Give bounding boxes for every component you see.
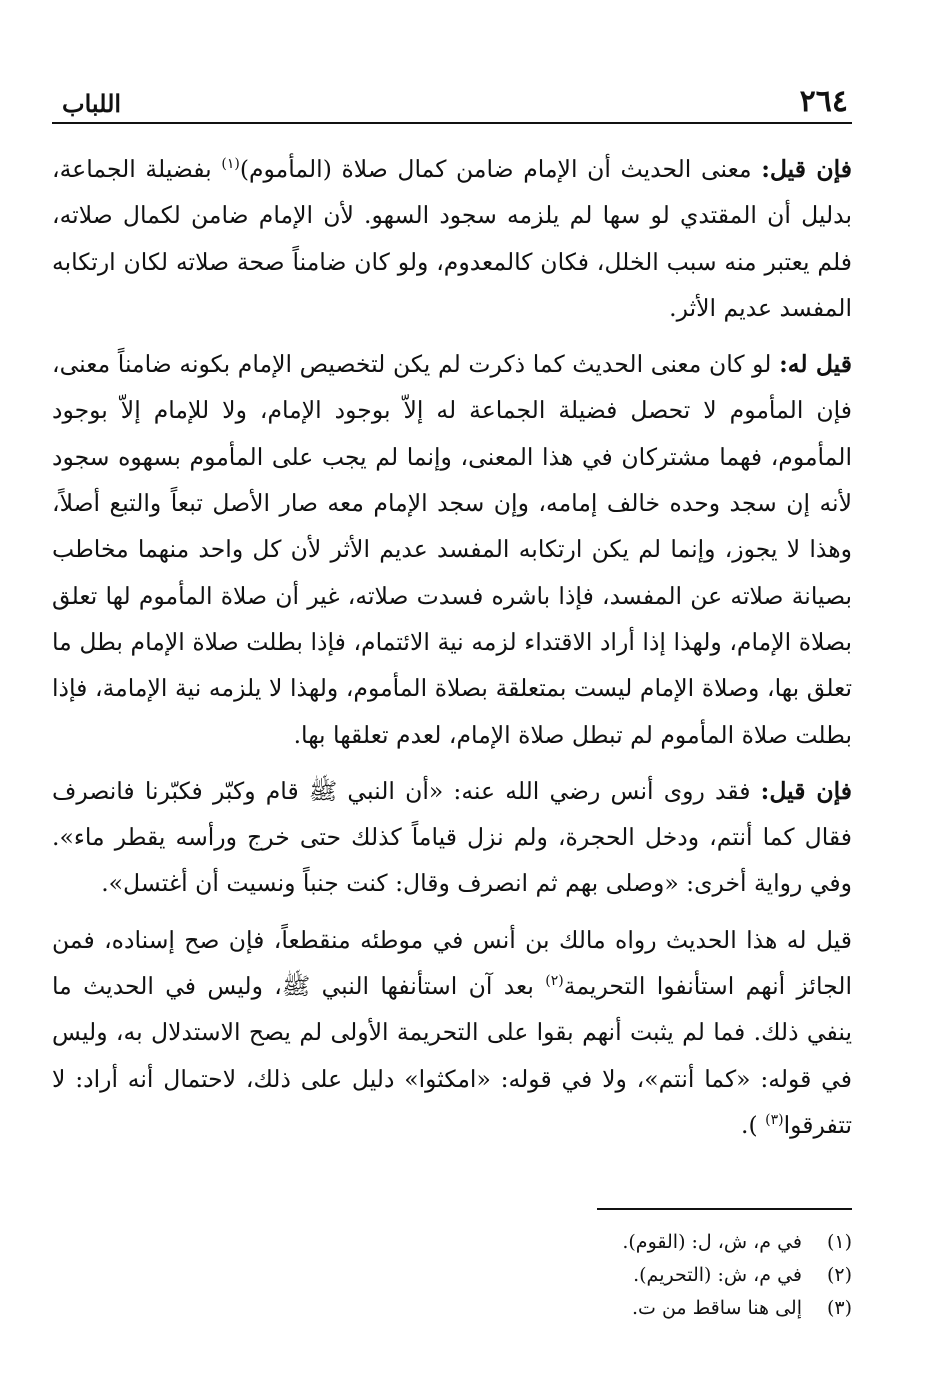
book-page bbox=[52, 78, 852, 1368]
paragraph-lead: فإن قيل: bbox=[761, 155, 852, 183]
footnote-number: (٣) bbox=[826, 1296, 852, 1319]
paragraph-reply-2 bbox=[52, 917, 852, 1148]
footnotes bbox=[52, 1208, 852, 1325]
running-head bbox=[52, 78, 852, 126]
header-rule bbox=[52, 122, 852, 124]
paragraph-reply-1 bbox=[52, 341, 852, 758]
paragraph-text: لو كان معنى الحديث كما ذكرت لم يكن لتخصيص الإمام بكونه ضامناً معنى، فإن المأموم لا تحصل فضيلة الجماعة له إلاّ بوجود الإمام، ولا للإمام إلاّ بوجود المأموم، فهما مشتركان في هذا المعنى، وإنما لم يجب على المأموم بسهوه سجود لأنه إن سجد وحده خالف إمامه، وإن سجد الإمام معه صار الأصل تبعاً والتبع أصلاً، وهذا لا يجوز، وإنما لم يكن ارتكابه المفسد عديم الأثر لأن كل واحد منهما مخاطب بصيانة صلاته عن المفسد، فإذا باشره فسدت صلاته، غير أن صلاة المأموم لها تعلق بصلاة الإمام، ولهذا إذا أراد الاقتداء لزمه نية الائتمام، فإذا بطلت صلاة الإمام بطل ما تعلق بها، وصلاة الإمام ليست بمتعلقة بصلاة المأموم، ولهذا لا يلزمه نية الإمامة، فإذا بطلت صلاة المأموم لم تبطل صلاة الإمام، لعدم تعلقها بها. bbox=[52, 350, 852, 749]
footnote-number: (١) bbox=[826, 1230, 852, 1253]
book-title: اللباب bbox=[62, 89, 122, 118]
paragraph-text: فقد روى أنس رضي الله عنه: «أن النبي ﷺ قام وكبّر فكبّرنا فانصرف فقال كما أنتم، ودخل الحجرة، ولم نزل قياماً كذلك حتى خرج ورأسه يقطر ماء». وفي رواية أخرى: «وصلى بهم ثم انصرف وقال: كنت جنباً ونسيت أن أغتسل». bbox=[52, 776, 852, 898]
footnote-text: في م، ش: (التحريم). bbox=[633, 1263, 802, 1286]
paragraph-text: قيل له هذا الحديث رواه مالك بن أنس في موطئه منقطعاً، فإن صح إسناده، فمن الجائز أنهم استأنفوا التحريمة bbox=[52, 925, 852, 1001]
footnote-ref-1: (١) bbox=[221, 156, 240, 173]
footnote-ref-3: (٣) bbox=[765, 1112, 784, 1129]
footnote-ref-2: (٢) bbox=[545, 973, 564, 990]
paragraph-objection-1 bbox=[52, 146, 852, 331]
footnote-text: إلى هنا ساقط من ت. bbox=[632, 1296, 802, 1319]
paragraph-text: ). bbox=[741, 1110, 766, 1139]
footnote-item bbox=[52, 1259, 852, 1292]
paragraph-text: معنى الحديث أن الإمام ضامن كمال صلاة (المأموم) bbox=[239, 155, 762, 183]
paragraph-text: بفضيلة الجماعة، بدليل أن المقتدي لو سها لم يلزمه سجود السهو. لأن الإمام ضامن لكمال صلاته، فلم يعتبر منه سبب الخلل، فكان كالمعدوم، ولو كان ضامناً صحة صلاته لكان ارتكابه المفسد عديم الأثر. bbox=[52, 155, 852, 322]
page-number: ٢٦٤ bbox=[799, 84, 848, 119]
footnote-rule bbox=[597, 1208, 852, 1210]
paragraph-lead: فإن قيل: bbox=[760, 776, 852, 805]
paragraph-objection-2 bbox=[52, 768, 852, 907]
footnote-number: (٢) bbox=[826, 1263, 852, 1286]
paragraph-lead: قيل له: bbox=[779, 350, 852, 379]
footnote-item bbox=[52, 1226, 852, 1259]
paragraph-text: بعد آن استأنفها النبي ﷺ، وليس في الحديث ما ينفي ذلك. فما لم يثبت أنهم بقوا على التحريمة الأولى لم يصح الاستدلال به، وليس في قوله: «كما أنتم»، ولا في قوله: «امكثوا» دليل على ذلك، لاحتمال أنه أراد: لا تتفرقوا bbox=[52, 972, 852, 1139]
body-text bbox=[52, 146, 852, 1148]
footnote-text: في م، ش، ل: (القوم). bbox=[622, 1230, 802, 1253]
footnote-item bbox=[52, 1292, 852, 1325]
